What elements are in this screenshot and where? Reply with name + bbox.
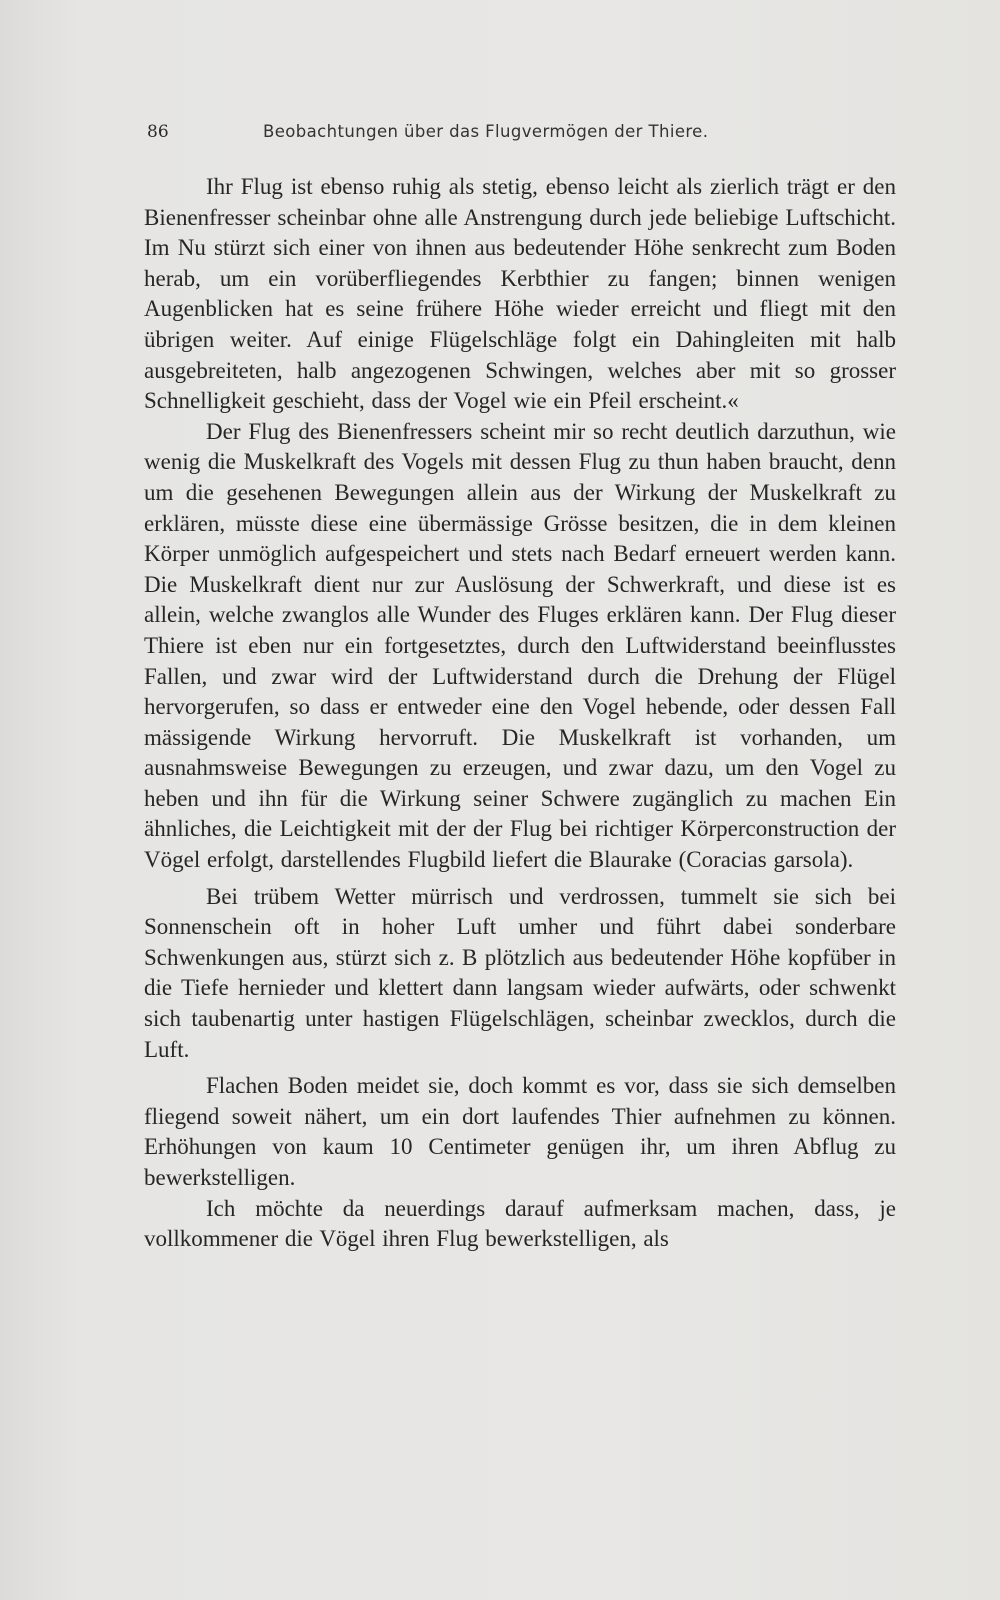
paragraph-3: Bei trübem Wetter mürrisch und verdrossen, tummelt sie sich bei Sonnenschein oft in hoher Luft umher und führt dabei sonderbare Schwenkungen aus, stürzt sich z. B plötzlich aus bedeutender Höhe kopfüber in die Tiefe hernieder und klettert dann langsam wieder aufwärts, oder schwenkt sich taubenartig unter hastigen Flügelschlägen, scheinbar zwecklos, durch die Luft. [144,883,896,1062]
page-header [147,120,797,146]
paragraph-5: Ich möchte da neuerdings darauf aufmerksam machen, dass, je vollkommener die Vögel ihren Flug bewerkstelligen, als [144,1195,896,1252]
paragraph-1: Ihr Flug ist ebenso ruhig als stetig, ebenso leicht als zierlich trägt er den Bienenfresser scheinbar ohne alle Anstrengung durch jede beliebige Luftschicht. Im Nu stürzt sich einer von ihnen aus bedeutender Höhe senkrecht zum Boden herab, um ein vorüberfliegendes Kerbthier zu fangen; binnen wenigen Augenblicken hat es seine frühere Höhe wieder erreicht und fliegt mit den übrigen weiter. Auf einige Flügelschläge folgt ein Dahingleiten mit halb ausgebreiteten, halb angezogenen Schwingen, welches aber mit so grosser Schnelligkeit geschieht, dass der Vogel wie ein Pfeil erscheint.« [144,174,896,414]
paragraph-2: Der Flug des Bienenfressers scheint mir so recht deutlich darzuthun, wie wenig die Muskelkraft des Vogels mit dessen Flug zu thun haben braucht, denn um die gesehenen Bewegungen allein aus der Wirkung der Muskelkraft zu erklären, müsste diese eine übermässige Grösse besitzen, die in dem kleinen Körper unmöglich aufgespeichert und stets nach Bedarf erneuert werden kann. Die Muskelkraft dient nur zur Auslösung der Schwerkraft, und diese ist es allein, welche zwanglos alle Wunder des Fluges erklären kann. Der Flug dieser Thiere ist eben nur ein fortgesetztes, durch den Luftwiderstand beeinflusstes Fallen, und zwar wird der Luftwiderstand durch die Drehung der Flügel hervorgerufen, so dass er entweder eine den Vogel hebende, oder dessen Fall mässigende Wirkung hervorruft. Die Muskelkraft ist vorhanden, um ausnahmsweise Bewegungen zu erzeugen, und zwar dazu, um den Vogel zu heben und ihn für die Wirkung seiner Schwere zugänglich zu machen Ein ähnliches, die Leichtigkeit mit der der Flug bei richtiger Körperconstruction der Vögel erfolgt, darstellendes Flugbild liefert die Blaurake (Coracias garsola). [144,418,896,873]
running-title: Beobachtungen über das Flugvermögen der Thiere. [263,122,709,141]
page-number: 86 [147,122,169,142]
body-text [144,172,896,1255]
paragraph-4: Flachen Boden meidet sie, doch kommt es vor, dass sie sich demselben fliegend soweit nähert, um ein dort laufendes Thier aufnehmen zu können. Erhöhungen von kaum 10 Centimeter genügen ihr, um ihren Abflug zu bewerkstelligen. [144,1073,896,1190]
